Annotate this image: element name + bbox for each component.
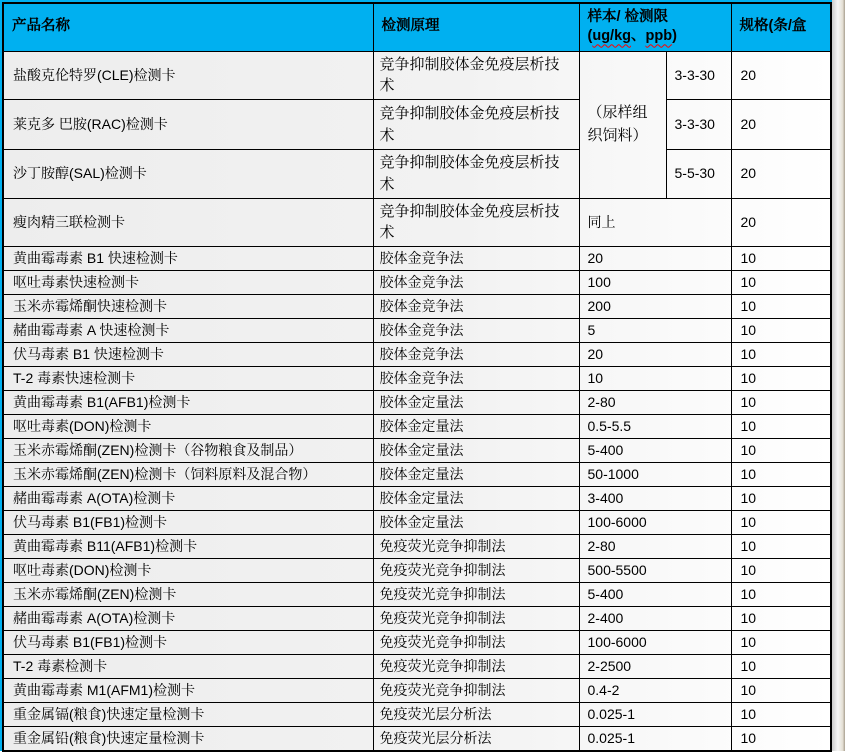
table-row	[3, 319, 831, 343]
limit-cell: 500-5500	[579, 559, 731, 583]
product-cell: 赭曲霉毒素 A 快速检测卡	[3, 319, 373, 343]
table-row	[3, 607, 831, 631]
product-cell: 赭曲霉毒素 A(OTA)检测卡	[3, 607, 373, 631]
limit-cell: 5-400	[579, 583, 731, 607]
principle-cell: 免疫荧光层分析法	[373, 727, 579, 751]
page-right-gutter	[832, 0, 845, 751]
limit-cell: 10	[579, 367, 731, 391]
limit-cell: 5-400	[579, 439, 731, 463]
spec-cell: 10	[731, 511, 831, 535]
spec-cell: 10	[731, 655, 831, 679]
principle-cell: 胶体金竞争法	[373, 367, 579, 391]
limit-cell: 3-3-30	[666, 100, 731, 150]
product-cell: 重金属铅(粮食)快速定量检测卡	[3, 727, 373, 751]
principle-cell: 免疫荧光竞争抑制法	[373, 583, 579, 607]
limit-cell: 100-6000	[579, 511, 731, 535]
unit-ugkg: ug/kg	[592, 28, 632, 45]
spec-cell: 10	[731, 727, 831, 751]
spec-cell: 10	[731, 607, 831, 631]
principle-cell: 竞争抑制胶体金免疫层析技术	[373, 198, 579, 247]
principle-cell: 胶体金竞争法	[373, 295, 579, 319]
spec-cell: 10	[731, 367, 831, 391]
table-row	[3, 703, 831, 727]
table-row	[3, 150, 831, 199]
spec-cell: 10	[731, 343, 831, 367]
limit-cell: 同上	[579, 198, 731, 247]
table-row	[3, 343, 831, 367]
limit-cell: 0.5-5.5	[579, 415, 731, 439]
principle-cell: 免疫荧光竞争抑制法	[373, 607, 579, 631]
product-cell: T-2 毒素快速检测卡	[3, 367, 373, 391]
spec-cell: 10	[731, 535, 831, 559]
spec-cell: 10	[731, 319, 831, 343]
limit-cell: 5-5-30	[666, 150, 731, 199]
principle-cell: 竞争抑制胶体金免疫层析技术	[373, 100, 579, 150]
product-cell: 呕吐毒素(DON)检测卡	[3, 415, 373, 439]
header-spec: 规格(条/盒	[731, 3, 831, 51]
unit-ppb: ppb	[645, 28, 673, 45]
product-cell: 瘦肉精三联检测卡	[3, 198, 373, 247]
limit-cell: 5	[579, 319, 731, 343]
spec-cell: 10	[731, 679, 831, 703]
limit-cell: 2-80	[579, 391, 731, 415]
product-cell: 黄曲霉毒素 B1(AFB1)检测卡	[3, 391, 373, 415]
product-cell: 伏马毒素 B1(FB1)检测卡	[3, 631, 373, 655]
limit-cell: 3-3-30	[666, 51, 731, 100]
table-row	[3, 439, 831, 463]
table-row	[3, 247, 831, 271]
spec-cell: 10	[731, 559, 831, 583]
table-row	[3, 100, 831, 150]
product-cell: 重金属镉(粮食)快速定量检测卡	[3, 703, 373, 727]
spec-cell: 20	[731, 198, 831, 247]
table-row	[3, 415, 831, 439]
product-cell: T-2 毒素检测卡	[3, 655, 373, 679]
spec-cell: 20	[731, 51, 831, 100]
principle-cell: 胶体金定量法	[373, 439, 579, 463]
limit-cell: 100	[579, 271, 731, 295]
principle-cell: 竞争抑制胶体金免疫层析技术	[373, 51, 579, 100]
table-row	[3, 655, 831, 679]
table-row	[3, 727, 831, 751]
principle-cell: 胶体金定量法	[373, 511, 579, 535]
principle-cell: 免疫荧光竞争抑制法	[373, 655, 579, 679]
product-cell: 沙丁胺醇(SAL)检测卡	[3, 150, 373, 199]
table-row	[3, 511, 831, 535]
principle-cell: 胶体金定量法	[373, 463, 579, 487]
product-cell: 玉米赤霉烯酮(ZEN)检测卡（谷物粮食及制品）	[3, 439, 373, 463]
spec-cell: 10	[731, 631, 831, 655]
principle-cell: 胶体金定量法	[373, 391, 579, 415]
limit-cell: 0.025-1	[579, 727, 731, 751]
limit-cell: 100-6000	[579, 631, 731, 655]
paren-open: (	[587, 28, 593, 45]
paren-close: )	[672, 28, 677, 45]
header-product: 产品名称	[3, 3, 373, 51]
table-row	[3, 463, 831, 487]
table-row	[3, 295, 831, 319]
product-cell: 呕吐毒素(DON)检测卡	[3, 559, 373, 583]
spec-cell: 10	[731, 271, 831, 295]
spec-cell: 10	[731, 247, 831, 271]
table-row	[3, 391, 831, 415]
table-row	[3, 535, 831, 559]
spec-cell: 10	[731, 295, 831, 319]
principle-cell: 胶体金竞争法	[373, 319, 579, 343]
spec-cell: 10	[731, 391, 831, 415]
principle-cell: 胶体金定量法	[373, 487, 579, 511]
principle-cell: 免疫荧光竞争抑制法	[373, 535, 579, 559]
table-row	[3, 198, 831, 247]
spec-cell: 10	[731, 583, 831, 607]
product-cell: 黄曲霉毒素 B11(AFB1)检测卡	[3, 535, 373, 559]
product-cell: 玉米赤霉烯酮(ZEN)检测卡	[3, 583, 373, 607]
table-row	[3, 271, 831, 295]
product-cell: 赭曲霉毒素 A(OTA)检测卡	[3, 487, 373, 511]
principle-cell: 胶体金竞争法	[373, 271, 579, 295]
limit-cell: 2-400	[579, 607, 731, 631]
product-cell: 玉米赤霉烯酮(ZEN)检测卡（饲料原料及混合物）	[3, 463, 373, 487]
principle-cell: 免疫荧光层分析法	[373, 703, 579, 727]
spec-cell: 10	[731, 487, 831, 511]
table-row	[3, 367, 831, 391]
limit-cell: 3-400	[579, 487, 731, 511]
product-cell: 黄曲霉毒素 M1(AFM1)检测卡	[3, 679, 373, 703]
limit-cell: 0.4-2	[579, 679, 731, 703]
principle-cell: 免疫荧光竞争抑制法	[373, 679, 579, 703]
header-row	[3, 3, 831, 51]
unit-separator: 、	[631, 28, 646, 45]
spec-cell: 20	[731, 150, 831, 199]
principle-cell: 胶体金竞争法	[373, 247, 579, 271]
limit-cell: 20	[579, 343, 731, 367]
table-row	[3, 51, 831, 100]
product-cell: 盐酸克伦特罗(CLE)检测卡	[3, 51, 373, 100]
principle-cell: 胶体金竞争法	[373, 343, 579, 367]
principle-cell: 竞争抑制胶体金免疫层析技术	[373, 150, 579, 199]
spec-cell: 20	[731, 100, 831, 150]
principle-cell: 免疫荧光竞争抑制法	[373, 631, 579, 655]
spec-cell: 10	[731, 703, 831, 727]
table-row	[3, 487, 831, 511]
principle-cell: 免疫荧光竞争抑制法	[373, 559, 579, 583]
product-cell: 莱克多 巴胺(RAC)检测卡	[3, 100, 373, 150]
limit-cell: 50-1000	[579, 463, 731, 487]
product-cell: 伏马毒素 B1(FB1)检测卡	[3, 511, 373, 535]
spec-cell: 10	[731, 463, 831, 487]
product-spec-table	[2, 2, 832, 752]
table-row	[3, 679, 831, 703]
principle-cell: 胶体金定量法	[373, 415, 579, 439]
limit-cell: 200	[579, 295, 731, 319]
table-row	[3, 559, 831, 583]
product-cell: 玉米赤霉烯酮快速检测卡	[3, 295, 373, 319]
spec-cell: 10	[731, 439, 831, 463]
limit-cell: 0.025-1	[579, 703, 731, 727]
product-cell: 伏马毒素 B1 快速检测卡	[3, 343, 373, 367]
sample-type-merged-cell: （尿样组织饲料）	[579, 51, 666, 198]
spec-cell: 10	[731, 415, 831, 439]
header-sample-limit	[579, 3, 731, 51]
header-principle: 检测原理	[373, 3, 579, 51]
limit-cell: 2-2500	[579, 655, 731, 679]
product-cell: 黄曲霉毒素 B1 快速检测卡	[3, 247, 373, 271]
header-sample-units	[588, 28, 677, 44]
limit-cell: 20	[579, 247, 731, 271]
table-row	[3, 631, 831, 655]
limit-cell: 2-80	[579, 535, 731, 559]
product-cell: 呕吐毒素快速检测卡	[3, 271, 373, 295]
table-row	[3, 583, 831, 607]
header-sample-line1: 样本/ 检测限	[587, 8, 669, 25]
